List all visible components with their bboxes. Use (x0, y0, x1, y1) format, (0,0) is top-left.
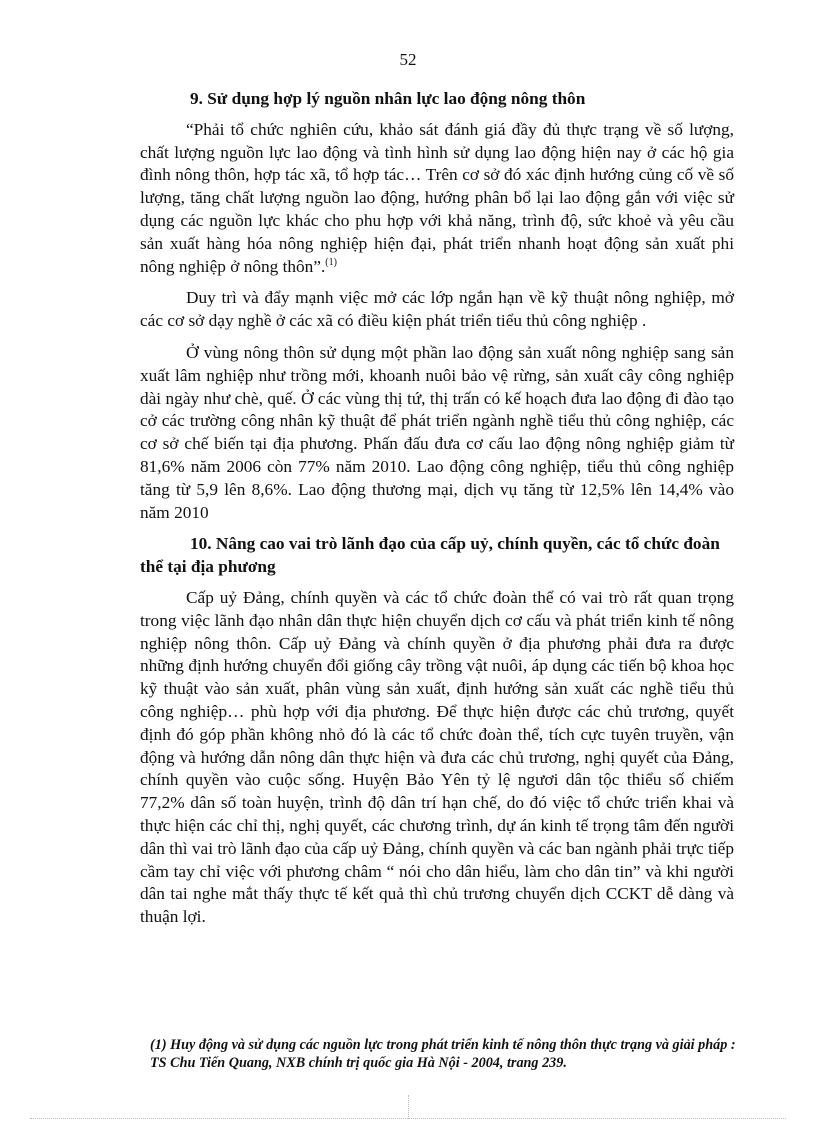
quote-text: “Phải tổ chức nghiên cứu, khảo sát đánh giá đầy đủ thực trạng về số lượng, chất lượng nguồn lực lao động và tình hình sử dụng lao động hiện nay ở các hộ gia đình nông thôn, hợp tác xã, tổ hợp tác… Trên cơ sở đó xác định hướng củng cố về số lượng, tăng chất lượng nguồn lao động, hướng phân bổ lại lao động gắn với việc sử dụng các nguồn lực khác cho phu hợp với khả năng, trình độ, sức khoẻ và yêu cầu sản xuất hàng hóa nông nghiệp hiện đại, phát triển nhanh hoạt động sản xuất phi nông nghiệp ở nông thôn”. (140, 119, 734, 276)
section-10-paragraph: Cấp uỷ Đảng, chính quyền và các tổ chức đoàn thể có vai trò rất quan trọng trong việc lãnh đạo nhân dân thực hiện chuyển dịch cơ cấu và phát triển kinh tế nông nghiệp nông thôn. Cấp uỷ Đảng và chính quyền ở địa phương phải đưa ra được những định hướng chuyển đổi giống cây trồng vật nuôi, áp dụng các tiến bộ khoa học kỹ thuật vào sản xuất, phân vùng sản xuất, định hướng sản xuất các nghề tiểu thủ công nghiệp… phù hợp với địa phương. Để thực hiện được các chủ trương, quyết định đó góp phần không nhỏ đó là các tổ chức đoàn thể, tích cực tuyên truyền, vận động và hướng dẫn nông dân thực hiện và đưa các chủ trương, nghị quyết của Đảng, chính quyền vào cuộc sống. Huyện Bảo Yên tỷ lệ ngươi dân tộc thiểu số chiếm 77,2% dân số toàn huyện, trình độ dân trí hạn chế, do đó việc tổ chức triển khai và thực hiện các chỉ thị, nghị quyết, các chương trình, dự án kinh tế trọng tâm đến người dân thì vai trò lãnh đạo của cấp uỷ Đảng, chính quyền và các ban ngành phải trực tiếp cầm tay chỉ việc với phương châm “ nói cho dân hiểu, làm cho dân tin” và khi người dân tai nghe mắt thấy thực tế kết quả thì chủ trương chuyển dịch CCKT dễ dàng và thuận lợi. (140, 587, 734, 927)
page-divider-vertical (408, 1095, 409, 1119)
document-body (140, 88, 734, 938)
section-9-paragraph-3: Ở vùng nông thôn sử dụng một phần lao động sản xuất nông nghiệp sang sản xuất lâm nghiệp như trồng mới, khoanh nuôi bảo vệ rừng, sản xuất cây công nghiệp dài ngày như chè, quế. Ở các vùng thị tứ, thị trấn có kế hoạch đưa lao động đi đào tạo cở các trường công nhân kỹ thuật để phát triển ngành nghề tiểu thủ công nghiệp, các cơ sở chế biến tại địa phương. Phấn đấu đưa cơ cấu lao động nông nghiệp giảm từ 81,6% năm 2006 còn 77% năm 2010. Lao động công nghiệp, tiểu thủ công nghiệp tăng từ 5,9 lên 8,6%. Lao động thương mại, dịch vụ tăng từ 12,5% lên 14,4% vào năm 2010 (140, 342, 734, 522)
section-9-heading: 9. Sử dụng hợp lý nguồn nhân lực lao động nông thôn (190, 89, 586, 108)
section-9-quote-paragraph (140, 119, 734, 279)
page-number: 52 (399, 50, 417, 69)
footnote: (1) Huy động và sử dụng các nguồn lực trong phát triển kinh tế nông thôn thực trạng và giải pháp : TS Chu Tiến Quang, NXB chính trị quốc gia Hà Nội - 2004, trang 239. (150, 1037, 736, 1071)
section-9-paragraph-2: Duy trì và đẩy mạnh việc mở các lớp ngắn hạn về kỹ thuật nông nghiệp, mở các cơ sở dạy nghề ở các xã có điều kiện phát triển tiểu thủ công nghiệp . (140, 288, 734, 331)
footnote-reference: (1) (325, 256, 337, 268)
section-10-heading: 10. Nâng cao vai trò lãnh đạo của cấp uỷ, chính quyền, các tổ chức đoàn thể tại địa phương (140, 534, 720, 577)
page-divider-horizontal (30, 1118, 786, 1119)
